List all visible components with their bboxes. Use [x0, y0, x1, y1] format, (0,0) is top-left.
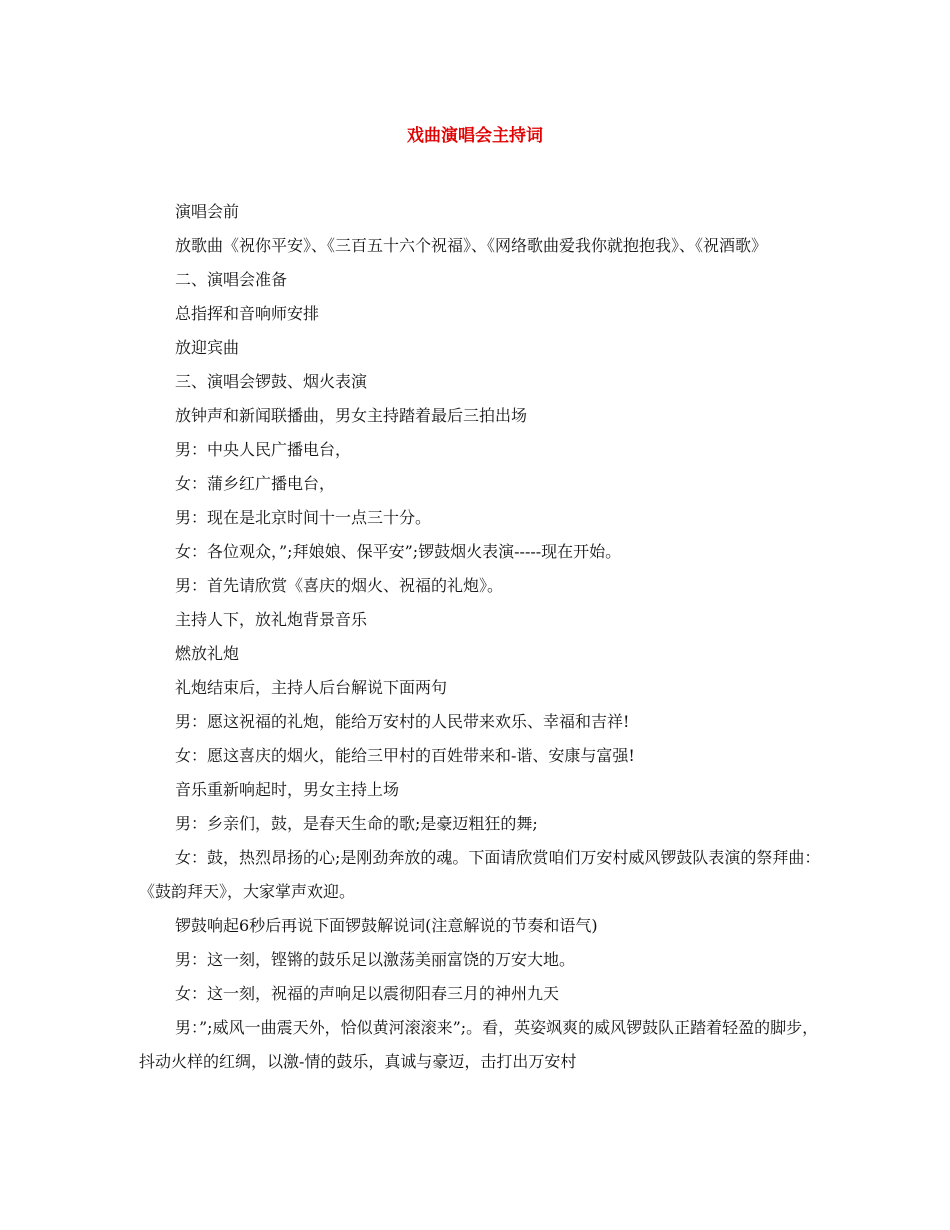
paragraph: 总指挥和音响师安排	[175, 304, 320, 323]
paragraph: 演唱会前	[175, 202, 240, 221]
paragraph: 二、演唱会准备	[175, 270, 288, 289]
paragraph: 男：现在是北京时间十一点三十分。	[175, 508, 432, 527]
paragraph: 男：首先请欣赏《喜庆的烟火、祝福的礼炮》。	[175, 576, 504, 595]
paragraph: 放歌曲《祝你平安》、《三百五十六个祝福》、《网络歌曲爱我你就抱抱我》、《祝酒歌》	[175, 236, 768, 255]
paragraph: 主持人下，放礼炮背景音乐	[175, 610, 368, 629]
paragraph: 男：”;威风一曲震天外，恰似黄河滚滚来”;。看，英姿飒爽的威风锣鼓队正踏着轻盈的脚步，抖动火样的红绸，以激-情的鼓乐，真诚与豪迈，击打出万安村	[139, 1018, 819, 1071]
paragraph: 男：乡亲们，鼓，是春天生命的歌;是豪迈粗狂的舞;	[175, 814, 538, 833]
paragraph: 锣鼓响起6秒后再说下面锣鼓解说词(注意解说的节奏和语气)	[175, 916, 598, 935]
paragraph: 女：蒲乡红广播电台，	[175, 474, 336, 493]
document-body	[139, 195, 829, 1079]
paragraph: 男：中央人民广播电台，	[175, 440, 352, 459]
paragraph: 女：各位观众，”;拜娘娘、保平安”;锣鼓烟火表演-----现在开始。	[175, 542, 622, 561]
paragraph: 女：鼓，热烈昂扬的心;是刚劲奔放的魂。下面请欣赏咱们万安村威风锣鼓队表演的祭拜曲：《鼓韵拜天》，大家掌声欢迎。	[139, 848, 821, 901]
paragraph: 女：愿这喜庆的烟火，能给三甲村的百姓带来和-谐、安康与富强!	[175, 746, 635, 765]
document-title: 戏曲演唱会主持词	[407, 126, 543, 146]
paragraph: 燃放礼炮	[175, 644, 240, 663]
paragraph: 礼炮结束后，主持人后台解说下面两句	[175, 678, 448, 697]
paragraph: 放迎宾曲	[175, 338, 240, 357]
paragraph: 男：这一刻，铿锵的鼓乐足以激荡美丽富饶的万安大地。	[175, 950, 576, 969]
paragraph: 三、演唱会锣鼓、烟火表演	[175, 372, 368, 391]
paragraph: 女：这一刻，祝福的声响足以震彻阳春三月的神州九天	[175, 984, 560, 1003]
paragraph: 放钟声和新闻联播曲，男女主持踏着最后三拍出场	[175, 406, 528, 425]
paragraph: 音乐重新响起时，男女主持上场	[175, 780, 400, 799]
paragraph: 男：愿这祝福的礼炮，能给万安村的人民带来欢乐、幸福和吉祥!	[175, 712, 630, 731]
